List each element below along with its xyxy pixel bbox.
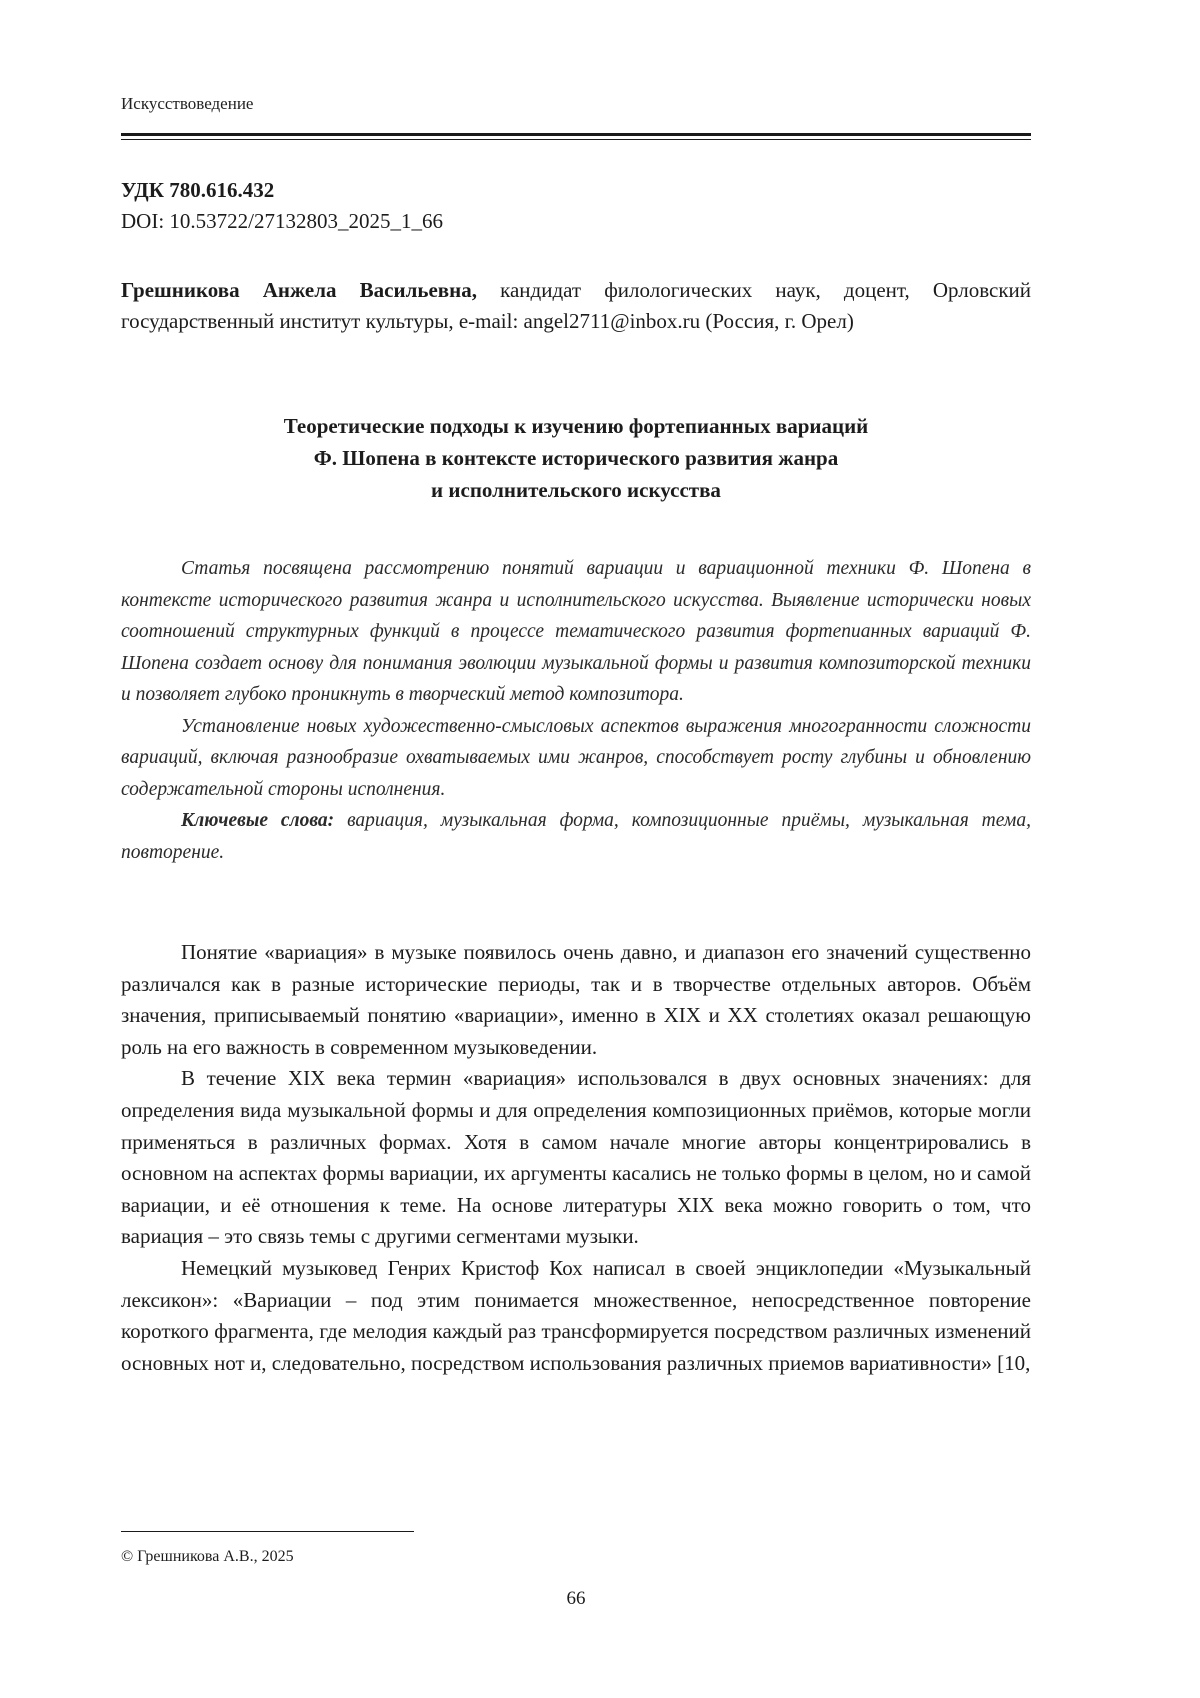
running-head: Искусствоведение [121, 94, 254, 113]
title-line-1: Теоретические подходы к изучению фортепианных вариаций [283, 414, 869, 438]
header-rule-thick [121, 133, 1031, 136]
author-name: Грешникова Анжела Васильевна, [121, 278, 477, 302]
doi: DOI: 10.53722/27132803_2025_1_66 [121, 209, 443, 233]
abstract [121, 553, 1031, 868]
keywords-label: Ключевые слова: [181, 810, 335, 831]
udk-code: УДК 780.616.432 [121, 178, 275, 202]
abstract-paragraph-1: Статья посвящена рассмотрению понятий вариации и вариационной техники Ф. Шопена в контексте исторического развития жанра и исполнительского искусства. Выявление исторически новых соотношений структурных функций в процессе тематического развития фортепианных вариаций Ф. Шопена создает основу для понимания эволюции музыкальной формы и развития композиторской техники и позволяет глубоко проникнуть в творческий метод композитора. [121, 558, 1031, 705]
body-paragraph-1: Понятие «вариация» в музыке появилось очень давно, и диапазон его значений существенно различался как в разные исторические периоды, так и в творчестве отдельных авторов. Объём значения, приписываемый понятию «вариации», именно в XIX и XX столетиях оказал решающую роль на его важность в современном музыковедении. [121, 940, 1031, 1059]
footnote-rule [121, 1531, 414, 1532]
abstract-paragraph-2: Установление новых художественно-смысловых аспектов выражения многогранности сложности вариаций, включая разнообразие охватываемых ими жанров, способствует росту глубины и обновлению содержательной стороны исполнения. [121, 715, 1031, 800]
body-paragraph-2: В течение XIX века термин «вариация» использовался в двух основных значениях: для определения вида музыкальной формы и для определения композиционных приёмов, которые могли применяться в различных формах. Хотя в самом начале многие авторы концентрировались в основном на аспектах формы вариации, их аргументы касались не только формы в целом, но и самой вариации, и её отношения к теме. На основе литературы XIX века можно говорить о том, что вариация – это связь темы с другими сегментами музыки. [121, 1066, 1031, 1249]
article-body [121, 937, 1031, 1379]
keywords-list: вариация, музыкальная форма, композиционные приёмы, музыкальная тема, повторение. [121, 810, 1031, 863]
title-line-3: и исполнительского искусства [431, 478, 721, 502]
title-line-2: Ф. Шопена в контексте исторического развития жанра [313, 446, 839, 470]
header-rule-thin [121, 139, 1031, 140]
copyright-footnote: © Грешникова А.В., 2025 [121, 1548, 294, 1565]
article-title [121, 410, 1031, 506]
page-number: 66 [566, 1588, 586, 1609]
keywords [121, 805, 1031, 868]
author-details: кандидат филологических наук, доцент, Орловский государственный институт культуры, e-mail: angel2711@inbox.ru (Россия, г. Орел) [121, 278, 1031, 333]
author-info [121, 275, 1031, 337]
body-paragraph-3: Немецкий музыковед Генрих Кристоф Кох написал в своей энциклопедии «Музыкальный лексикон»: «Вариации – под этим понимается множественное, непосредственное повторение короткого фрагмента, где мелодия каждый раз трансформируется посредством различных изменений основных нот и, следовательно, посредством использования различных приемов вариативности» [10, [121, 1255, 1031, 1375]
